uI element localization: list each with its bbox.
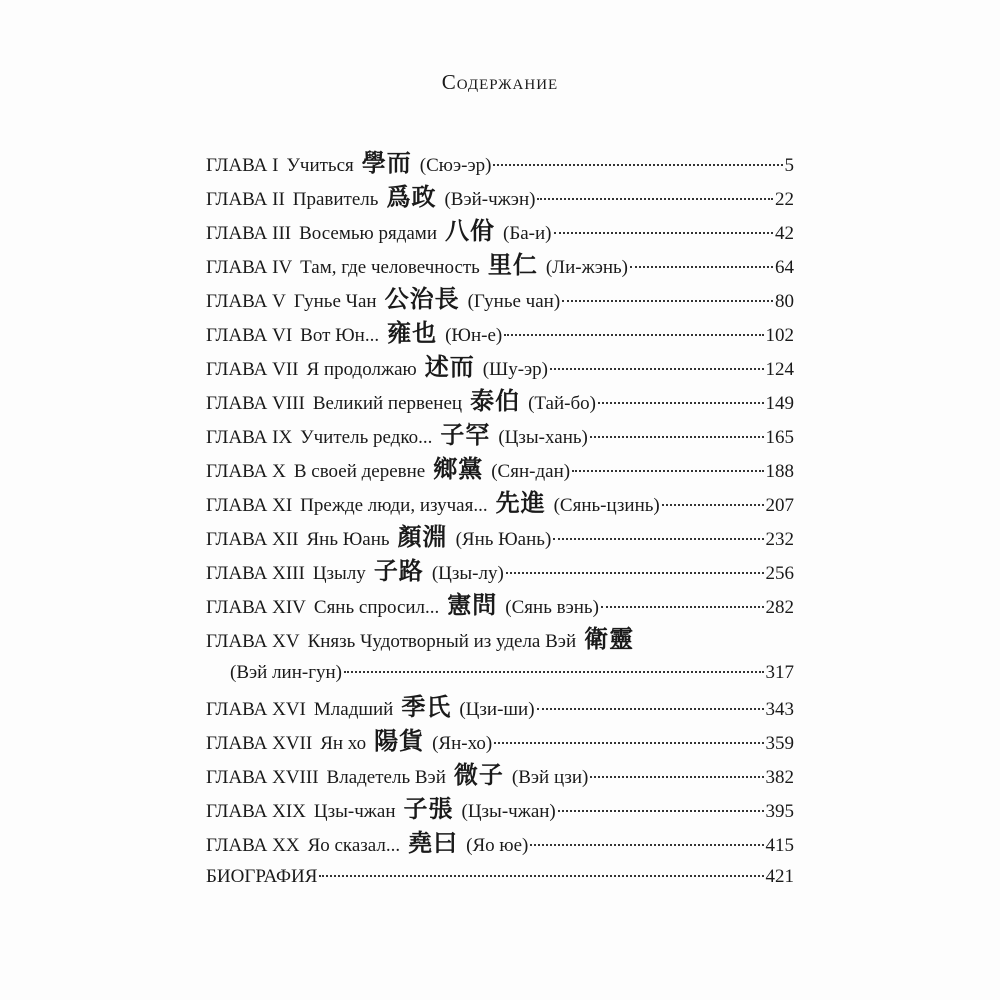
chapter-title: Цзы-чжан [313, 801, 396, 822]
chapter-number: ГЛАВА XV [206, 631, 300, 652]
page-title: Содержание [441, 70, 559, 94]
chapter-transliteration: (Ян-хо) [432, 733, 493, 754]
chapter-title: Я продолжаю [306, 359, 417, 380]
chapter-number: ГЛАВА IV [206, 257, 293, 278]
chapter-title: Восемью рядами [299, 223, 438, 244]
toc-entry [206, 418, 794, 452]
toc-entry [206, 486, 794, 520]
page-number: 165 [765, 427, 794, 448]
toc-entry [206, 452, 794, 486]
toc-entry [206, 622, 794, 656]
toc-entry [206, 180, 794, 214]
chapter-title: Князь Чудотворный из удела Вэй [307, 631, 577, 652]
chapter-chinese-title: 微子 [453, 761, 504, 789]
dot-leader [558, 808, 764, 812]
dot-leader [572, 468, 763, 472]
page-number: 382 [765, 767, 794, 788]
page-number: 102 [765, 325, 794, 346]
chapter-title: Цзылу [312, 563, 366, 584]
page-number: 415 [765, 835, 794, 856]
dot-leader [493, 162, 782, 166]
chapter-chinese-title: 公治長 [384, 285, 460, 313]
chapter-transliteration: (Сянь-цзинь) [553, 495, 660, 516]
chapter-chinese-title: 顏淵 [397, 523, 448, 551]
chapter-transliteration: (Вэй-чжэн) [444, 189, 536, 210]
chapter-title: Великий первенец [312, 393, 463, 414]
chapter-number: ГЛАВА XVII [206, 733, 313, 754]
toc-entry [206, 792, 794, 826]
dot-leader [537, 196, 773, 200]
chapter-transliteration: (Яо юе) [466, 835, 529, 856]
chapter-transliteration: (Сюэ-эр) [419, 155, 492, 176]
toc-entry [206, 554, 794, 588]
dot-leader [504, 332, 763, 336]
chapter-title: Правитель [292, 189, 379, 210]
chapter-chinese-title: 子罕 [440, 421, 491, 449]
dot-leader [590, 774, 763, 778]
chapter-number: ГЛАВА XVI [206, 699, 306, 720]
chapter-number: ГЛАВА II [206, 189, 285, 210]
chapter-title: Вот Юн... [300, 325, 380, 346]
chapter-number: ГЛАВА I [206, 155, 279, 176]
chapter-number: ГЛАВА XIII [206, 563, 305, 584]
chapter-title: Гунье Чан [293, 291, 377, 312]
chapter-transliteration: (Ли-жэнь) [545, 257, 629, 278]
chapter-transliteration: (Цзы-чжан) [461, 801, 556, 822]
chapter-transliteration: (Ба-и) [503, 223, 552, 244]
chapter-transliteration: (Цзы-хань) [498, 427, 588, 448]
chapter-title: Учитель редко... [300, 427, 433, 448]
chapter-transliteration: (Тай-бо) [528, 393, 596, 414]
chapter-chinese-title: 季氏 [401, 693, 452, 721]
chapter-title: Там, где человечность [300, 257, 480, 278]
chapter-chinese-title: 泰伯 [470, 387, 521, 415]
page-number: 149 [765, 393, 794, 414]
dot-leader [344, 669, 763, 673]
dot-leader [537, 706, 764, 710]
chapter-number: ГЛАВА III [206, 223, 292, 244]
chapter-number: ГЛАВА VI [206, 325, 293, 346]
chapter-chinese-title: 鄉黨 [433, 455, 484, 483]
chapter-chinese-title: 里仁 [487, 251, 538, 279]
chapter-chinese-title: 堯曰 [408, 829, 459, 857]
page-number: 22 [775, 189, 794, 210]
biography-title: БИОГРАФИЯ [206, 866, 318, 887]
page-number: 256 [765, 563, 794, 584]
dot-leader [562, 298, 773, 302]
page-number: 188 [765, 461, 794, 482]
page-number: 317 [765, 662, 794, 683]
chapter-chinese-title: 學而 [361, 149, 412, 177]
toc-entry [206, 860, 794, 894]
chapter-number: ГЛАВА X [206, 461, 286, 482]
toc-entry [206, 282, 794, 316]
dot-leader [601, 604, 764, 608]
chapter-number: ГЛАВА XI [206, 495, 293, 516]
page-number: 395 [765, 801, 794, 822]
page-number: 343 [765, 699, 794, 720]
toc-entry [206, 758, 794, 792]
toc-entry [206, 146, 794, 180]
chapter-title: Сянь спросил... [313, 597, 440, 618]
page-number: 282 [765, 597, 794, 618]
dot-leader [494, 740, 763, 744]
chapter-chinese-title: 憲問 [447, 591, 498, 619]
chapter-transliteration: (Вэй цзи) [511, 767, 589, 788]
dot-leader [530, 842, 763, 846]
page-number: 207 [765, 495, 794, 516]
chapter-transliteration: (Вэй лин-гун) [230, 662, 343, 683]
chapter-number: ГЛАВА XX [206, 835, 300, 856]
toc-entry [206, 316, 794, 350]
page-number: 359 [765, 733, 794, 754]
chapter-title: В своей деревне [293, 461, 426, 482]
chapter-transliteration: (Сянь вэнь) [505, 597, 599, 618]
chapter-number: ГЛАВА IX [206, 427, 293, 448]
chapter-number: ГЛАВА XVIII [206, 767, 319, 788]
dot-leader [319, 873, 763, 877]
toc-entry-continuation [206, 656, 794, 690]
page-number: 421 [765, 866, 794, 887]
chapter-chinese-title: 子路 [373, 557, 424, 585]
chapter-number: ГЛАВА V [206, 291, 286, 312]
chapter-chinese-title: 陽貨 [374, 727, 425, 755]
chapter-title: Янь Юань [306, 529, 390, 550]
toc-entry [206, 826, 794, 860]
dot-leader [630, 264, 773, 268]
table-of-contents [206, 146, 794, 894]
chapter-chinese-title: 雍也 [387, 319, 438, 347]
dot-leader [598, 400, 764, 404]
toc-entry [206, 248, 794, 282]
chapter-title: Младший [313, 699, 394, 720]
chapter-number: ГЛАВА VIII [206, 393, 305, 414]
chapter-number: ГЛАВА VII [206, 359, 299, 380]
chapter-transliteration: (Юн-е) [445, 325, 503, 346]
chapter-chinese-title: 八佾 [445, 217, 496, 245]
dot-leader [554, 230, 773, 234]
chapter-title: Яо сказал... [307, 835, 401, 856]
chapter-transliteration: (Цзи-ши) [459, 699, 535, 720]
dot-leader [662, 502, 764, 506]
chapter-title: Ян хо [320, 733, 367, 754]
chapter-number: ГЛАВА XIV [206, 597, 306, 618]
chapter-chinese-title: 衛靈 [584, 625, 635, 653]
chapter-transliteration: (Цзы-лу) [431, 563, 504, 584]
dot-leader [550, 366, 763, 370]
dot-leader [506, 570, 764, 574]
chapter-chinese-title: 子張 [403, 795, 454, 823]
page-number: 64 [775, 257, 794, 278]
toc-entry [206, 724, 794, 758]
chapter-title: Учиться [286, 155, 354, 176]
page-number: 5 [784, 155, 794, 176]
chapter-chinese-title: 述而 [424, 353, 475, 381]
page-number: 124 [765, 359, 794, 380]
chapter-title: Прежде люди, изучая... [300, 495, 488, 516]
toc-entry [206, 520, 794, 554]
chapter-number: ГЛАВА XII [206, 529, 299, 550]
chapter-number: ГЛАВА XIX [206, 801, 306, 822]
toc-entry [206, 384, 794, 418]
chapter-chinese-title: 先進 [495, 489, 546, 517]
page-number: 42 [775, 223, 794, 244]
toc-entry [206, 588, 794, 622]
chapter-transliteration: (Янь Юань) [455, 529, 552, 550]
dot-leader [553, 536, 763, 540]
chapter-chinese-title: 爲政 [386, 183, 437, 211]
chapter-transliteration: (Шу-эр) [482, 359, 549, 380]
toc-entry [206, 350, 794, 384]
page-number: 232 [765, 529, 794, 550]
toc-entry [206, 214, 794, 248]
toc-entry [206, 690, 794, 724]
chapter-title: Владетель Вэй [326, 767, 446, 788]
chapter-transliteration: (Гунье чан) [467, 291, 561, 312]
page-number: 80 [775, 291, 794, 312]
chapter-transliteration: (Сян-дан) [491, 461, 571, 482]
dot-leader [590, 434, 764, 438]
